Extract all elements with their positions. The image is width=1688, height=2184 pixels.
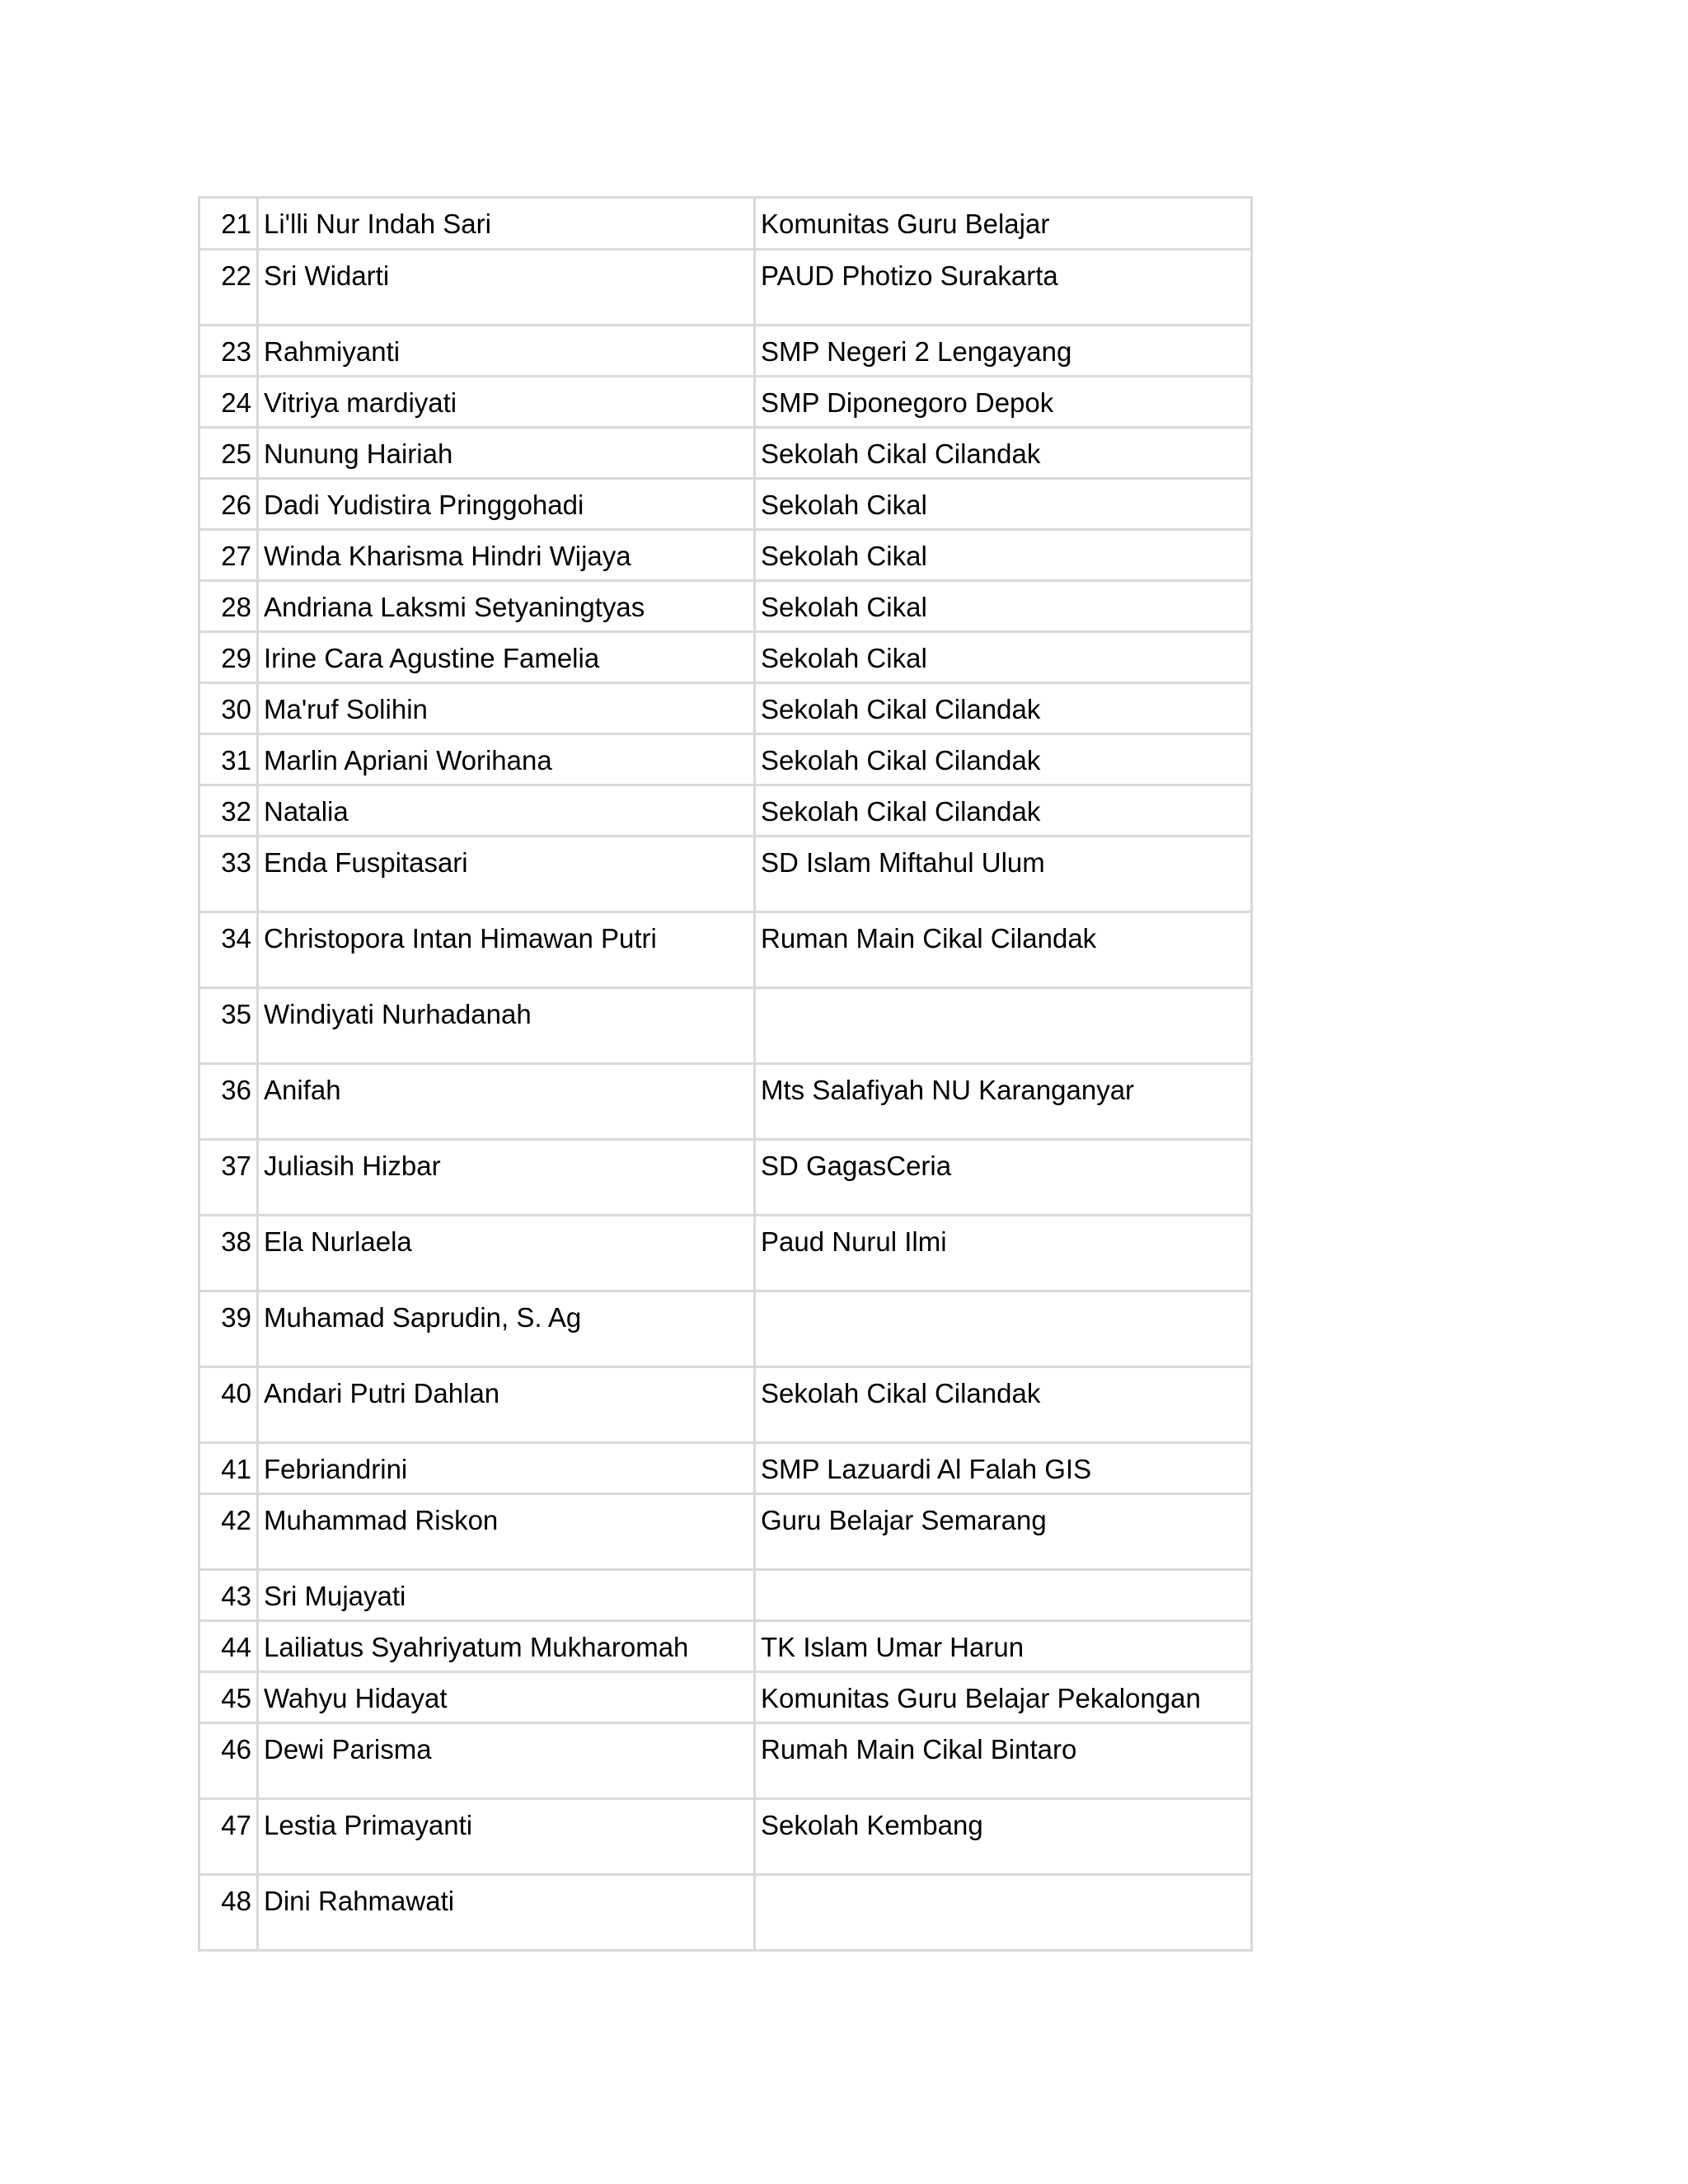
table-row: [199, 479, 1252, 530]
participant-name-cell: Vitriya mardiyati: [258, 377, 755, 428]
participant-name-cell: Sri Widarti: [258, 250, 755, 326]
institution-cell: Sekolah Cikal Cilandak: [755, 785, 1252, 837]
table-row: [199, 683, 1252, 734]
institution-cell: [755, 988, 1252, 1064]
participant-name-cell: Andari Putri Dahlan: [258, 1367, 755, 1443]
table-row: [199, 785, 1252, 837]
participant-name-cell: Nunung Hairiah: [258, 428, 755, 479]
row-number-cell: 35: [199, 988, 258, 1064]
participant-name-cell: Winda Kharisma Hindri Wijaya: [258, 530, 755, 581]
participant-name-cell: Lailiatus Syahriyatum Mukharomah: [258, 1621, 755, 1672]
table-row: [199, 1494, 1252, 1570]
participant-name-cell: Marlin Apriani Worihana: [258, 734, 755, 785]
row-number-cell: 27: [199, 530, 258, 581]
table-row: [199, 1723, 1252, 1799]
table-row: [199, 1621, 1252, 1672]
row-number-cell: 36: [199, 1064, 258, 1140]
participant-name-cell: Ela Nurlaela: [258, 1216, 755, 1291]
participant-name-cell: Juliasih Hizbar: [258, 1140, 755, 1216]
row-number-cell: 46: [199, 1723, 258, 1799]
participant-name-cell: Dini Rahmawati: [258, 1875, 755, 1951]
participant-name-cell: Natalia: [258, 785, 755, 837]
row-number-cell: 43: [199, 1570, 258, 1621]
participant-name-cell: Febriandrini: [258, 1443, 755, 1494]
table-row: [199, 581, 1252, 632]
table-row: [199, 198, 1252, 250]
row-number-cell: 23: [199, 326, 258, 377]
institution-cell: [755, 1570, 1252, 1621]
table-row: [199, 1216, 1252, 1291]
table-row: [199, 377, 1252, 428]
participant-name-cell: Anifah: [258, 1064, 755, 1140]
institution-cell: Ruman Main Cikal Cilandak: [755, 912, 1252, 988]
institution-cell: Sekolah Cikal: [755, 530, 1252, 581]
table-row: [199, 1672, 1252, 1723]
row-number-cell: 42: [199, 1494, 258, 1570]
table-row: [199, 734, 1252, 785]
institution-cell: Sekolah Cikal Cilandak: [755, 734, 1252, 785]
row-number-cell: 37: [199, 1140, 258, 1216]
row-number-cell: 21: [199, 198, 258, 250]
row-number-cell: 30: [199, 683, 258, 734]
participant-name-cell: Andriana Laksmi Setyaningtyas: [258, 581, 755, 632]
participant-name-cell: Rahmiyanti: [258, 326, 755, 377]
institution-cell: Paud Nurul Ilmi: [755, 1216, 1252, 1291]
row-number-cell: 40: [199, 1367, 258, 1443]
participant-name-cell: Irine Cara Agustine Famelia: [258, 632, 755, 683]
table-row: [199, 1140, 1252, 1216]
institution-cell: Sekolah Cikal: [755, 479, 1252, 530]
row-number-cell: 28: [199, 581, 258, 632]
institution-cell: SD GagasCeria: [755, 1140, 1252, 1216]
institution-cell: Komunitas Guru Belajar Pekalongan: [755, 1672, 1252, 1723]
row-number-cell: 38: [199, 1216, 258, 1291]
table-row: [199, 1064, 1252, 1140]
row-number-cell: 31: [199, 734, 258, 785]
participant-name-cell: Li'lli Nur Indah Sari: [258, 198, 755, 250]
row-number-cell: 41: [199, 1443, 258, 1494]
institution-cell: Guru Belajar Semarang: [755, 1494, 1252, 1570]
row-number-cell: 22: [199, 250, 258, 326]
participant-name-cell: Lestia Primayanti: [258, 1799, 755, 1875]
row-number-cell: 44: [199, 1621, 258, 1672]
institution-cell: Sekolah Cikal: [755, 632, 1252, 683]
row-number-cell: 34: [199, 912, 258, 988]
table-row: [199, 428, 1252, 479]
institution-cell: SMP Negeri 2 Lengayang: [755, 326, 1252, 377]
participant-name-cell: Sri Mujayati: [258, 1570, 755, 1621]
row-number-cell: 26: [199, 479, 258, 530]
institution-cell: SD Islam Miftahul Ulum: [755, 837, 1252, 912]
institution-cell: Rumah Main Cikal Bintaro: [755, 1723, 1252, 1799]
table-row: [199, 1291, 1252, 1367]
row-number-cell: 25: [199, 428, 258, 479]
participant-name-cell: Dewi Parisma: [258, 1723, 755, 1799]
table-row: [199, 1875, 1252, 1951]
row-number-cell: 47: [199, 1799, 258, 1875]
table-row: [199, 1570, 1252, 1621]
institution-cell: Sekolah Cikal Cilandak: [755, 683, 1252, 734]
row-number-cell: 48: [199, 1875, 258, 1951]
institution-cell: SMP Diponegoro Depok: [755, 377, 1252, 428]
institution-cell: Sekolah Kembang: [755, 1799, 1252, 1875]
participant-table-body: [199, 198, 1252, 1951]
row-number-cell: 29: [199, 632, 258, 683]
table-row: [199, 530, 1252, 581]
participant-name-cell: Enda Fuspitasari: [258, 837, 755, 912]
institution-cell: [755, 1875, 1252, 1951]
participant-name-cell: Christopora Intan Himawan Putri: [258, 912, 755, 988]
table-row: [199, 632, 1252, 683]
institution-cell: TK Islam Umar Harun: [755, 1621, 1252, 1672]
participant-name-cell: Wahyu Hidayat: [258, 1672, 755, 1723]
row-number-cell: 45: [199, 1672, 258, 1723]
table-row: [199, 837, 1252, 912]
table-row: [199, 1799, 1252, 1875]
row-number-cell: 39: [199, 1291, 258, 1367]
table-row: [199, 1367, 1252, 1443]
row-number-cell: 32: [199, 785, 258, 837]
table-row: [199, 988, 1252, 1064]
institution-cell: Sekolah Cikal Cilandak: [755, 428, 1252, 479]
participant-name-cell: Muhammad Riskon: [258, 1494, 755, 1570]
institution-cell: Mts Salafiyah NU Karanganyar: [755, 1064, 1252, 1140]
institution-cell: Komunitas Guru Belajar: [755, 198, 1252, 250]
institution-cell: Sekolah Cikal: [755, 581, 1252, 632]
participant-name-cell: Muhamad Saprudin, S. Ag: [258, 1291, 755, 1367]
table-row: [199, 1443, 1252, 1494]
participant-name-cell: Ma'ruf Solihin: [258, 683, 755, 734]
institution-cell: Sekolah Cikal Cilandak: [755, 1367, 1252, 1443]
institution-cell: SMP Lazuardi Al Falah GIS: [755, 1443, 1252, 1494]
table-row: [199, 250, 1252, 326]
institution-cell: [755, 1291, 1252, 1367]
table-row: [199, 326, 1252, 377]
participant-table: [198, 196, 1253, 1952]
institution-cell: PAUD Photizo Surakarta: [755, 250, 1252, 326]
row-number-cell: 33: [199, 837, 258, 912]
table-row: [199, 912, 1252, 988]
row-number-cell: 24: [199, 377, 258, 428]
participant-name-cell: Windiyati Nurhadanah: [258, 988, 755, 1064]
participant-name-cell: Dadi Yudistira Pringgohadi: [258, 479, 755, 530]
